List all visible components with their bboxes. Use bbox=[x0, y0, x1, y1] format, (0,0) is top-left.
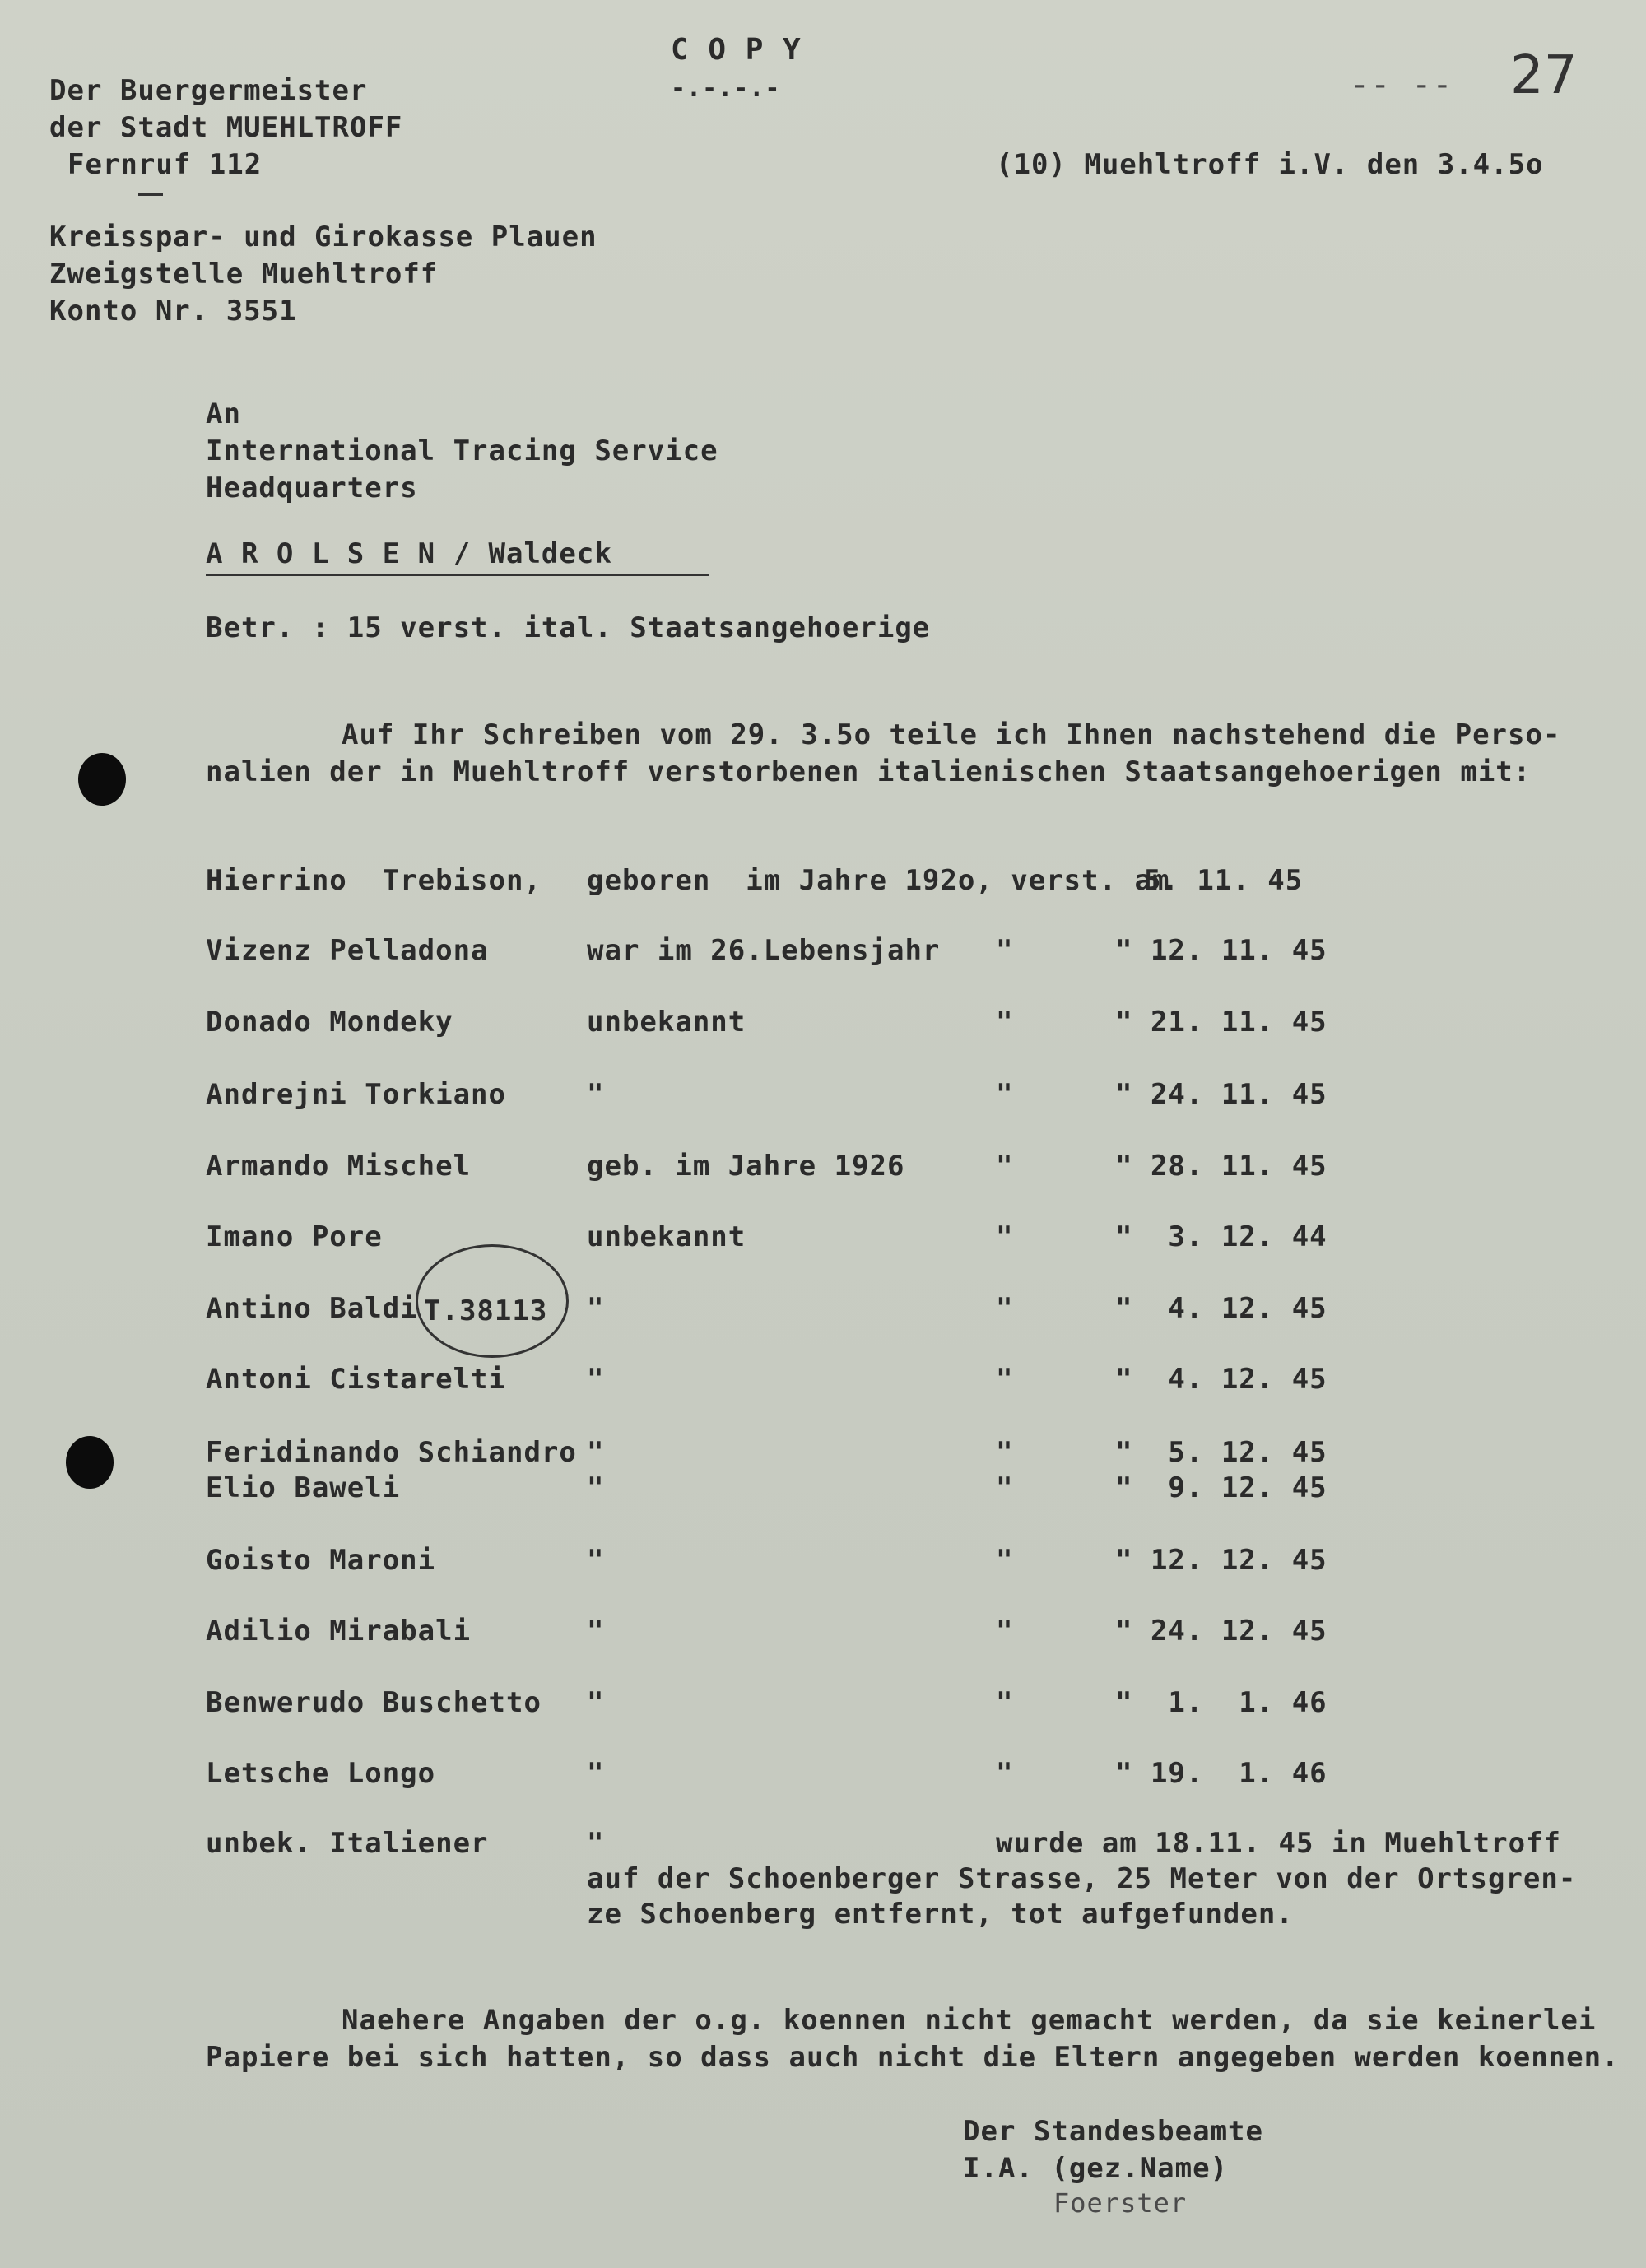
person-name: Imano Pore bbox=[206, 1220, 383, 1253]
recipient-city: A R O L S E N / Waldeck bbox=[206, 537, 612, 570]
person-date: " 24. 11. 45 bbox=[1115, 1078, 1327, 1111]
city-underline bbox=[206, 574, 709, 576]
person-name: Donado Mondeky bbox=[206, 1006, 453, 1039]
person-ditto: " bbox=[996, 1436, 1014, 1469]
person-ditto: " bbox=[996, 1471, 1014, 1504]
person-name: Goisto Maroni bbox=[206, 1544, 436, 1577]
top-dashes: -- -- bbox=[1350, 66, 1453, 104]
person-info: " bbox=[587, 1615, 605, 1648]
person-ditto: " bbox=[996, 1078, 1014, 1111]
person-ditto: " bbox=[996, 1544, 1014, 1577]
person-name: Adilio Mirabali bbox=[206, 1615, 472, 1648]
person-ditto: " bbox=[996, 1363, 1014, 1396]
person-info: " bbox=[587, 1436, 605, 1469]
person-ditto: " bbox=[996, 1150, 1014, 1183]
person-info: " bbox=[587, 1471, 605, 1504]
person-info: war im 26.Lebensjahr bbox=[587, 934, 941, 967]
person-name: Benwerudo Buschetto bbox=[206, 1686, 542, 1719]
person-ditto: " bbox=[996, 1292, 1014, 1325]
recipient-dept: Headquarters bbox=[206, 472, 418, 504]
person-info: geboren im Jahre 192o, verst. am bbox=[587, 864, 1170, 897]
sender-line-1: Der Buergermeister bbox=[49, 74, 368, 107]
person-date: " 28. 11. 45 bbox=[1115, 1150, 1327, 1183]
person-date: " 19. 1. 46 bbox=[1115, 1757, 1327, 1790]
person-name: Elio Baweli bbox=[206, 1471, 401, 1504]
person-date: " 12. 12. 45 bbox=[1115, 1544, 1327, 1577]
person-info: " bbox=[587, 1686, 605, 1719]
signature-name: Foerster bbox=[1053, 2187, 1188, 2219]
copy-dashes: -.-.-.- bbox=[671, 74, 781, 103]
person-name: Vizenz Pelladona bbox=[206, 934, 489, 967]
person-date: " 3. 12. 44 bbox=[1115, 1220, 1327, 1253]
page-number: 27 bbox=[1510, 45, 1578, 106]
closing-line-2: Papiere bei sich hatten, so dass auch nicht die Eltern angegeben werden koennen. bbox=[206, 2041, 1620, 2074]
sender-line-2: der Stadt MUEHLTROFF bbox=[49, 111, 403, 144]
person-date: " 9. 12. 45 bbox=[1115, 1471, 1327, 1504]
person-ditto: " bbox=[996, 1615, 1014, 1648]
person-ditto: " bbox=[996, 1220, 1014, 1253]
person-name: Feridinando Schiandro bbox=[206, 1436, 577, 1469]
bank-line-2: Zweigstelle Muehltroff bbox=[49, 258, 439, 290]
intro-line-1: Auf Ihr Schreiben vom 29. 3.5o teile ich Ihnen nachstehend die Perso- bbox=[342, 718, 1561, 751]
person-info: " bbox=[587, 1078, 605, 1111]
person-ditto: " bbox=[996, 1006, 1014, 1039]
unknown-name: unbek. Italiener bbox=[206, 1827, 489, 1860]
person-info: " bbox=[587, 1544, 605, 1577]
unknown-text-2: auf der Schoenberger Strasse, 25 Meter von der Ortsgren- bbox=[587, 1862, 1577, 1895]
unknown-ditto: " bbox=[587, 1827, 605, 1860]
person-name: Antino Baldi bbox=[206, 1292, 418, 1325]
person-info: " bbox=[587, 1757, 605, 1790]
closing-line-1: Naehere Angaben der o.g. koennen nicht gemacht werden, da sie keinerlei bbox=[342, 2004, 1597, 2037]
punch-hole-bottom bbox=[66, 1436, 114, 1489]
punch-hole-top bbox=[78, 753, 126, 806]
recipient-org: International Tracing Service bbox=[206, 435, 718, 467]
person-name: Antoni Cistarelti bbox=[206, 1363, 506, 1396]
person-info: " bbox=[587, 1363, 605, 1396]
person-info: geb. im Jahre 1926 bbox=[587, 1150, 905, 1183]
person-info: " bbox=[587, 1292, 605, 1325]
person-name: Armando Mischel bbox=[206, 1150, 472, 1183]
signature-title: Der Standesbeamte bbox=[963, 2115, 1263, 2148]
bank-account: Konto Nr. 3551 bbox=[49, 295, 297, 328]
person-date: " 1. 1. 46 bbox=[1115, 1686, 1327, 1719]
t-number-circle bbox=[416, 1244, 569, 1358]
t-number: T.38113 bbox=[424, 1294, 548, 1327]
person-date: 5. 11. 45 bbox=[1144, 864, 1304, 897]
signature-ia: I.A. (gez.Name) bbox=[963, 2152, 1229, 2185]
person-date: " 4. 12. 45 bbox=[1115, 1292, 1327, 1325]
short-dash bbox=[138, 193, 163, 196]
place-date: (10) Muehltroff i.V. den 3.4.5o bbox=[996, 148, 1544, 181]
person-date: " 12. 11. 45 bbox=[1115, 934, 1327, 967]
person-date: " 21. 11. 45 bbox=[1115, 1006, 1327, 1039]
person-date: " 4. 12. 45 bbox=[1115, 1363, 1327, 1396]
unknown-text-3: ze Schoenberg entfernt, tot aufgefunden. bbox=[587, 1898, 1294, 1931]
sender-phone: Fernruf 112 bbox=[67, 148, 263, 181]
person-name: Andrejni Torkiano bbox=[206, 1078, 506, 1111]
subject-line: Betr. : 15 verst. ital. Staatsangehoerige bbox=[206, 611, 931, 644]
unknown-text-1: wurde am 18.11. 45 in Muehltroff bbox=[996, 1827, 1562, 1860]
person-info: unbekannt bbox=[587, 1006, 746, 1039]
person-ditto: " bbox=[996, 1757, 1014, 1790]
intro-line-2: nalien der in Muehltroff verstorbenen italienischen Staatsangehoerigen mit: bbox=[206, 755, 1532, 788]
recipient-an: An bbox=[206, 397, 241, 430]
person-ditto: " bbox=[996, 934, 1014, 967]
person-date: " 24. 12. 45 bbox=[1115, 1615, 1327, 1648]
person-info: unbekannt bbox=[587, 1220, 746, 1253]
copy-mark: C O P Y bbox=[671, 33, 802, 67]
person-date: " 5. 12. 45 bbox=[1115, 1436, 1327, 1469]
bank-line-1: Kreisspar- und Girokasse Plauen bbox=[49, 221, 597, 253]
person-name: Hierrino Trebison, bbox=[206, 864, 542, 897]
person-ditto: " bbox=[996, 1686, 1014, 1719]
person-name: Letsche Longo bbox=[206, 1757, 436, 1790]
